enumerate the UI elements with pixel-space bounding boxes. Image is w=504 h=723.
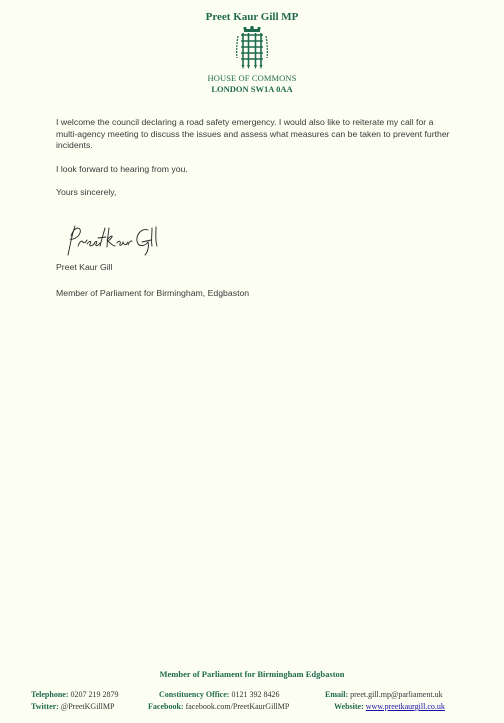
footer-title: Member of Parliament for Birmingham Edgbaston [159,669,345,679]
twitter-value: @PreetKGillMP [60,702,115,711]
telephone-entry [31,690,119,699]
website-entry [334,702,445,711]
constituency-office-entry [159,690,279,699]
email-entry [325,690,443,699]
website-label: Website: [334,702,364,711]
email-label: Email: [325,690,349,699]
signer-name: Preet Kaur Gill [56,262,113,272]
house-of-commons-label: HOUSE OF COMMONS [207,73,297,83]
facebook-value: facebook.com/PreetKaurGillMP [185,702,290,711]
body-paragraph: I look forward to hearing from you. [56,164,188,174]
portcullis-icon [235,26,269,70]
postal-address: LONDON SW1A 0AA [211,84,293,94]
telephone-label: Telephone: [31,690,69,699]
constituency-office-value: 0121 392 8426 [231,690,280,699]
mp-name: Preet Kaur Gill MP [205,11,299,23]
body-paragraph: I welcome the council declaring a road safety emergency. I would also like to reiterate my call for a multi-agency meeting to discuss the issues and assess what measures can be taken to prevent further incidents. [56,117,450,151]
telephone-value: 0207 219 2879 [70,690,119,699]
handwritten-signature [62,222,162,256]
twitter-entry [31,702,114,711]
constituency-office-label: Constituency Office: [159,690,230,699]
website-link[interactable]: www.preetkaurgill.co.uk [365,702,445,711]
facebook-entry [148,702,289,711]
signer-role: Member of Parliament for Birmingham, Edgbaston [56,288,250,298]
closing-salutation: Yours sincerely, [56,187,117,197]
facebook-label: Facebook: [148,702,184,711]
email-value: preet.gill.mp@parliament.uk [350,690,443,699]
twitter-label: Twitter: [31,702,59,711]
